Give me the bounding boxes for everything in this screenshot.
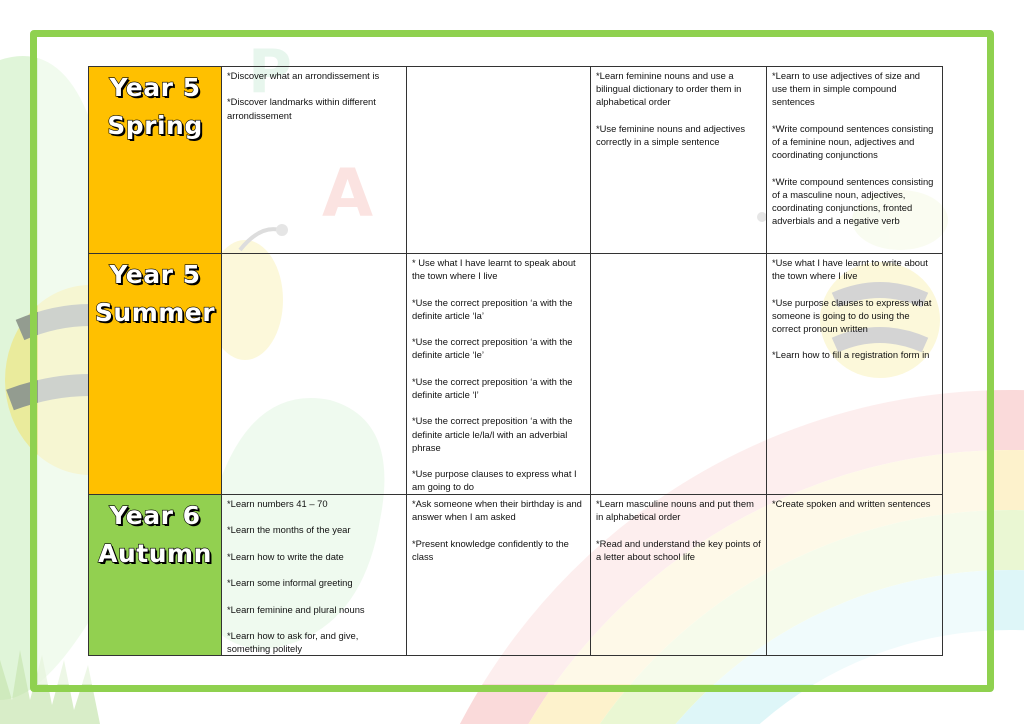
objective-item: *Learn feminine and plural nouns bbox=[227, 603, 365, 615]
objective-item: *Discover what an arrondissement is bbox=[227, 70, 380, 81]
objective-item: *Use purpose clauses to express what someone is going to do using the correct pronoun written bbox=[772, 296, 932, 334]
table-row bbox=[89, 254, 943, 495]
content-cell bbox=[222, 495, 407, 656]
objective-item: *Use what I have learnt to write about the town where I live bbox=[772, 257, 928, 282]
content-cell bbox=[591, 495, 767, 656]
objective-item: *Use the correct preposition ‘a with the definite article le/la/l with an adverbial phrase bbox=[412, 415, 573, 453]
objective-item: *Learn how to fill a registration form in bbox=[772, 349, 930, 361]
objective-item: *Learn how to write the date bbox=[227, 550, 344, 562]
term-year: Year 5 bbox=[109, 260, 201, 289]
term-label-cell bbox=[89, 495, 222, 656]
term-season: Summer bbox=[94, 298, 216, 327]
term-season: Autumn bbox=[98, 539, 212, 568]
term-label-cell bbox=[89, 67, 222, 254]
objective-item: * Use what I have learnt to speak about the town where I live bbox=[412, 257, 576, 282]
term-year: Year 5 bbox=[109, 73, 201, 102]
term-season: Spring bbox=[107, 111, 203, 140]
term-year: Year 6 bbox=[109, 501, 201, 530]
objective-item: *Write compound sentences consisting of a masculine noun, adjectives, coordinating conjunctions, fronted adverbials and a negative verb bbox=[772, 175, 934, 227]
objective-item: *Present knowledge confidently to the class bbox=[412, 537, 569, 562]
content-cell bbox=[767, 254, 943, 495]
objective-item: *Learn masculine nouns and put them in alphabetical order bbox=[596, 498, 754, 523]
objective-item: *Use the correct preposition ‘a with the definite article ‘le’ bbox=[412, 336, 573, 361]
content-cell bbox=[222, 67, 407, 254]
objective-item: *Learn the months of the year bbox=[227, 524, 351, 536]
content-cell bbox=[591, 254, 767, 495]
objective-item: *Learn some informal greeting bbox=[227, 577, 353, 589]
curriculum-table-body bbox=[89, 67, 943, 656]
objective-item: *Use feminine nouns and adjectives correctly in a simple sentence bbox=[596, 122, 746, 147]
content-cell bbox=[407, 254, 591, 495]
objective-item: *Learn how to ask for, and give, something politely bbox=[227, 629, 359, 655]
curriculum-table bbox=[88, 66, 943, 656]
table-row bbox=[89, 67, 943, 254]
table-row bbox=[89, 495, 943, 656]
content-cell bbox=[222, 254, 407, 495]
content-cell bbox=[407, 495, 591, 656]
term-label-cell bbox=[89, 254, 222, 495]
objective-item: *Ask someone when their birthday is and answer when I am asked bbox=[412, 498, 582, 523]
content-cell bbox=[767, 67, 943, 254]
objective-item: *Write compound sentences consisting of a feminine noun, adjectives and coordinating conjunctions bbox=[772, 122, 934, 161]
objective-item: *Use the correct preposition ‘a with the definite article ‘la’ bbox=[412, 296, 573, 321]
objective-item: *Read and understand the key points of a letter about school life bbox=[596, 537, 761, 562]
objective-item: *Learn feminine nouns and use a bilingual dictionary to order them in alphabetical order bbox=[596, 70, 742, 108]
objective-item: *Discover landmarks within different arrondissement bbox=[227, 96, 376, 121]
content-cell bbox=[767, 495, 943, 656]
objective-item: *Learn numbers 41 – 70 bbox=[227, 498, 328, 509]
content-cell bbox=[407, 67, 591, 254]
content-cell bbox=[591, 67, 767, 254]
objective-item: *Use purpose clauses to express what I am going to do bbox=[412, 468, 577, 493]
objective-item: *Use the correct preposition ‘a with the definite article ‘l’ bbox=[412, 375, 573, 400]
objective-item: *Learn to use adjectives of size and use them in simple compound sentences bbox=[772, 70, 921, 108]
objective-item: *Create spoken and written sentences bbox=[772, 498, 931, 509]
